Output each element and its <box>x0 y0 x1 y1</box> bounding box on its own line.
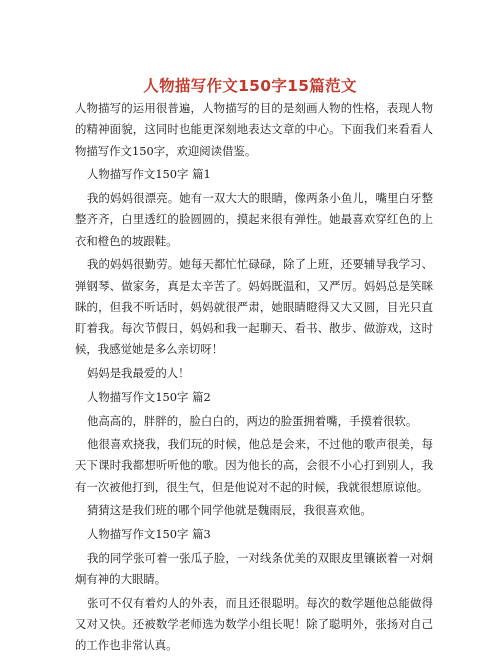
body-paragraph: 猜猜这是我们班的哪个同学他就是魏雨辰，我很喜欢他。 <box>86 503 372 518</box>
intro-paragraph: 人物描写的运用很普遍，人物描写的目的是刻画人物的性格，表现人物的精神面貌，这同时也能更深刻地表达文章的中心。下面我们来看看人物描写作文150字，欢迎阅读借鉴。 <box>75 101 433 158</box>
body-paragraph: 张可不仅有着灼人的外表，而且还很聪明。每次的数学题他总能做得又对又快。还被数学老师选为数学小组长呢！除了聪明外，张扬对自己的工作也非常认真。 <box>75 595 433 653</box>
body-paragraph: 我的妈妈很漂亮。她有一双大大的眼睛，像两条小鱼儿，嘴里白牙整整齐齐，白里透红的脸圆圆的，摸起来很有弹性。她最喜欢穿红色的上衣和橙色的坡跟鞋。 <box>75 190 433 248</box>
body-paragraph: 我的妈妈很勤劳。她每天都忙忙碌碌，除了上班，还要辅导我学习、弹钢琴、做家务，真是太辛苦了。妈妈既温和，又严厉。妈妈总是笑眯眯的，但我不听话时，妈妈就很严肃，她眼睛瞪得又大又圆，目光只直盯着我。每次节假日，妈妈和我一起聊天、看书、散步、做游戏，这时候，我感觉她是多么亲切呀！ <box>75 257 433 357</box>
body-paragraph: 我的同学张可着一张瓜子脸，一对线条优美的双眼皮里镶嵌着一对炯炯有神的大眼睛。 <box>75 550 433 587</box>
section-heading: 人物描写作文150字 篇2 <box>86 389 211 404</box>
body-paragraph: 他很喜欢挠我，我们玩的时候，他总是会来，不过他的歌声很美，每天下课时我都想听听他的歌。因为他长的高，会很不小心打到别人，我有一次被他打到，很生气，但是他说对不起的时候，我就很想原谅他。 <box>75 437 433 494</box>
section-heading: 人物描写作文150字 篇3 <box>86 527 211 542</box>
document-title: 人物描写作文150字15篇范文 <box>143 77 357 95</box>
document-body <box>75 98 433 659</box>
body-paragraph: 妈妈是我最爱的人！ <box>86 366 190 381</box>
section-heading: 人物描写作文150字 篇1 <box>86 167 211 182</box>
body-paragraph: 他高高的，胖胖的，脸白白的，两边的脸蛋拥着嘴，手摸着很软。 <box>86 413 418 428</box>
